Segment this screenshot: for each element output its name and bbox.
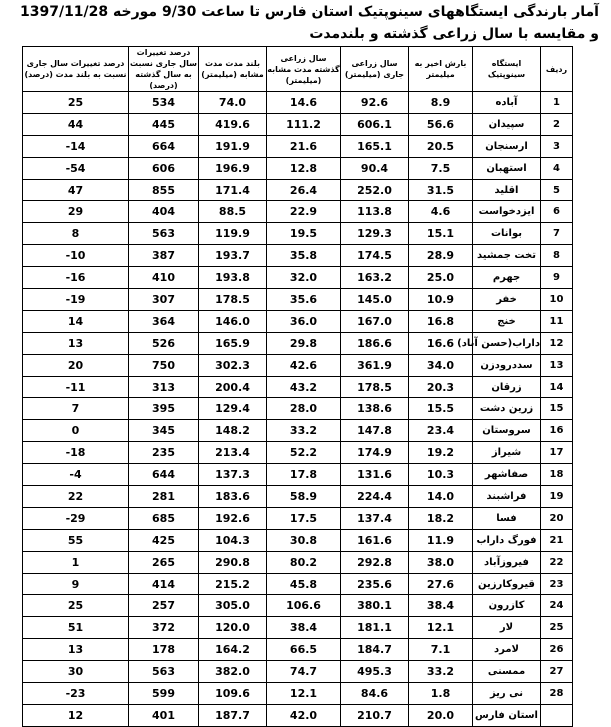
current-year-cell: 178.5 (341, 376, 409, 398)
station-cell: قیروکارزین (473, 573, 541, 595)
change-long-term-cell: 14 (23, 310, 129, 332)
table-row (23, 639, 573, 661)
rank-cell: 13 (541, 354, 573, 376)
long-term-cell: 146.0 (199, 310, 267, 332)
rank-cell: 11 (541, 310, 573, 332)
rank-cell: 1 (541, 92, 573, 114)
station-cell: کازرون (473, 595, 541, 617)
change-long-term-cell: 0 (23, 420, 129, 442)
last-rain-cell: 14.0 (409, 486, 473, 508)
report-title: آمار بارندگی ایستگاههای سینوپتیک استان فارس تا ساعت 9/30 مورخه 1397/11/28 (19, 4, 599, 20)
station-cell: آباده (473, 92, 541, 114)
change-last-year-cell: 235 (129, 442, 199, 464)
station-cell: فیروزآباد (473, 551, 541, 573)
current-year-cell: 161.6 (341, 529, 409, 551)
station-cell: جهرم (473, 267, 541, 289)
current-year-cell: 174.5 (341, 245, 409, 267)
change-last-year-cell: 404 (129, 201, 199, 223)
table-row (23, 354, 573, 376)
last-year-cell: 19.5 (267, 223, 341, 245)
station-cell: سددرودزن (473, 354, 541, 376)
rank-cell: 23 (541, 573, 573, 595)
change-long-term-cell: 12 (23, 704, 129, 726)
last-year-cell: 52.2 (267, 442, 341, 464)
table-row (23, 573, 573, 595)
last-year-cell: 36.0 (267, 310, 341, 332)
long-term-cell: 129.4 (199, 398, 267, 420)
long-term-cell: 104.3 (199, 529, 267, 551)
table-row (23, 201, 573, 223)
long-term-cell: 302.3 (199, 354, 267, 376)
long-term-cell: 183.6 (199, 486, 267, 508)
long-term-cell: 193.7 (199, 245, 267, 267)
long-term-cell: 215.2 (199, 573, 267, 595)
change-long-term-cell: 25 (23, 92, 129, 114)
last-rain-cell: 20.0 (409, 704, 473, 726)
last-year-cell: 66.5 (267, 639, 341, 661)
last-rain-cell: 7.5 (409, 157, 473, 179)
long-term-cell: 193.8 (199, 267, 267, 289)
change-long-term-cell: 20 (23, 354, 129, 376)
change-long-term-cell: -18 (23, 442, 129, 464)
last-rain-cell: 38.0 (409, 551, 473, 573)
last-rain-cell: 7.1 (409, 639, 473, 661)
last-year-cell: 29.8 (267, 332, 341, 354)
change-long-term-cell: -54 (23, 157, 129, 179)
current-year-cell: 165.1 (341, 135, 409, 157)
change-last-year-cell: 606 (129, 157, 199, 179)
header-current-year: سال زراعی جاری (میلیمتر) (341, 47, 409, 92)
rank-cell: 28 (541, 683, 573, 705)
last-year-cell: 106.6 (267, 595, 341, 617)
station-cell: لار (473, 617, 541, 639)
long-term-cell: 109.6 (199, 683, 267, 705)
rank-cell: 4 (541, 157, 573, 179)
report-subtitle: و مقایسه با سال زراعی گذشته و بلندمدت (309, 26, 599, 42)
current-year-cell: 235.6 (341, 573, 409, 595)
long-term-cell: 171.4 (199, 179, 267, 201)
last-year-cell: 38.4 (267, 617, 341, 639)
rank-cell: 14 (541, 376, 573, 398)
change-last-year-cell: 599 (129, 683, 199, 705)
rank-cell: 21 (541, 529, 573, 551)
rank-cell: 27 (541, 661, 573, 683)
table-row (23, 704, 573, 726)
station-cell: زرقان (473, 376, 541, 398)
change-long-term-cell: -4 (23, 464, 129, 486)
change-last-year-cell: 307 (129, 289, 199, 311)
last-rain-cell: 28.9 (409, 245, 473, 267)
table-row (23, 551, 573, 573)
change-long-term-cell: -11 (23, 376, 129, 398)
last-rain-cell: 10.3 (409, 464, 473, 486)
table-row (23, 464, 573, 486)
current-year-cell: 252.0 (341, 179, 409, 201)
header-change-long-term: درصد تغییرات سال جاری نسبت به بلند مدت (درصد) (23, 47, 129, 92)
long-term-cell: 191.9 (199, 135, 267, 157)
header-last-rain: بارش اخیر به میلیمتر (409, 47, 473, 92)
change-last-year-cell: 534 (129, 92, 199, 114)
current-year-cell: 292.8 (341, 551, 409, 573)
last-rain-cell: 12.1 (409, 617, 473, 639)
table-row (23, 507, 573, 529)
last-year-cell: 14.6 (267, 92, 341, 114)
table-row (23, 245, 573, 267)
change-long-term-cell: 47 (23, 179, 129, 201)
last-rain-cell: 19.2 (409, 442, 473, 464)
last-rain-cell: 31.5 (409, 179, 473, 201)
rank-cell: 24 (541, 595, 573, 617)
station-cell: ایزدخواست (473, 201, 541, 223)
current-year-cell: 90.4 (341, 157, 409, 179)
change-long-term-cell: -16 (23, 267, 129, 289)
long-term-cell: 192.6 (199, 507, 267, 529)
rank-cell: 17 (541, 442, 573, 464)
long-term-cell: 187.7 (199, 704, 267, 726)
station-cell: شیراز (473, 442, 541, 464)
long-term-cell: 178.5 (199, 289, 267, 311)
last-year-cell: 21.6 (267, 135, 341, 157)
last-year-cell: 43.2 (267, 376, 341, 398)
table-row (23, 267, 573, 289)
table-row (23, 486, 573, 508)
table-row (23, 310, 573, 332)
last-year-cell: 26.4 (267, 179, 341, 201)
current-year-cell: 380.1 (341, 595, 409, 617)
last-rain-cell: 15.5 (409, 398, 473, 420)
header-row-number: ردیف (541, 47, 573, 92)
current-year-cell: 138.6 (341, 398, 409, 420)
long-term-cell: 74.0 (199, 92, 267, 114)
rank-cell: 16 (541, 420, 573, 442)
last-year-cell: 42.6 (267, 354, 341, 376)
table-header-row (23, 47, 573, 92)
table-row (23, 398, 573, 420)
change-long-term-cell: 22 (23, 486, 129, 508)
change-long-term-cell: 9 (23, 573, 129, 595)
change-last-year-cell: 257 (129, 595, 199, 617)
long-term-cell: 196.9 (199, 157, 267, 179)
change-last-year-cell: 750 (129, 354, 199, 376)
long-term-cell: 88.5 (199, 201, 267, 223)
table-row (23, 332, 573, 354)
last-year-cell: 12.8 (267, 157, 341, 179)
station-cell: لامرد (473, 639, 541, 661)
last-year-cell: 17.8 (267, 464, 341, 486)
table-row (23, 135, 573, 157)
change-last-year-cell: 526 (129, 332, 199, 354)
change-long-term-cell: -23 (23, 683, 129, 705)
last-rain-cell: 11.9 (409, 529, 473, 551)
change-last-year-cell: 178 (129, 639, 199, 661)
change-long-term-cell: -29 (23, 507, 129, 529)
table-row (23, 661, 573, 683)
station-cell: ارسنجان (473, 135, 541, 157)
change-long-term-cell: 44 (23, 113, 129, 135)
current-year-cell: 113.8 (341, 201, 409, 223)
header-change-last-year: درصد تغییرات سال جاری نسبت به سال گذشته (درصد) (130, 48, 197, 90)
last-year-cell: 45.8 (267, 573, 341, 595)
long-term-cell: 200.4 (199, 376, 267, 398)
change-last-year-cell: 265 (129, 551, 199, 573)
current-year-cell: 361.9 (341, 354, 409, 376)
current-year-cell: 92.6 (341, 92, 409, 114)
station-cell: اقلید (473, 179, 541, 201)
last-rain-cell: 33.2 (409, 661, 473, 683)
table-row (23, 92, 573, 114)
change-long-term-cell: 7 (23, 398, 129, 420)
current-year-cell: 147.8 (341, 420, 409, 442)
change-long-term-cell: -10 (23, 245, 129, 267)
change-long-term-cell: 55 (23, 529, 129, 551)
current-year-cell: 167.0 (341, 310, 409, 332)
station-cell: تخت جمشید (473, 245, 541, 267)
station-cell: فسا (473, 507, 541, 529)
table-row (23, 376, 573, 398)
current-year-cell: 181.1 (341, 617, 409, 639)
change-long-term-cell: -19 (23, 289, 129, 311)
long-term-cell: 419.6 (199, 113, 267, 135)
rainfall-table (22, 46, 573, 727)
change-last-year-cell: 445 (129, 113, 199, 135)
change-last-year-cell: 410 (129, 267, 199, 289)
last-rain-cell: 10.9 (409, 289, 473, 311)
station-cell: استان فارس (473, 704, 541, 726)
last-year-cell: 80.2 (267, 551, 341, 573)
change-long-term-cell: 30 (23, 661, 129, 683)
current-year-cell: 210.7 (341, 704, 409, 726)
change-long-term-cell: 13 (23, 639, 129, 661)
change-long-term-cell: 25 (23, 595, 129, 617)
last-rain-cell: 25.0 (409, 267, 473, 289)
rank-cell: 7 (541, 223, 573, 245)
rank-cell: 5 (541, 179, 573, 201)
change-last-year-cell: 685 (129, 507, 199, 529)
change-last-year-cell: 855 (129, 179, 199, 201)
last-year-cell: 30.8 (267, 529, 341, 551)
change-long-term-cell: -14 (23, 135, 129, 157)
last-rain-cell: 20.3 (409, 376, 473, 398)
rank-cell: 2 (541, 113, 573, 135)
station-cell: زرین دشت (473, 398, 541, 420)
table-row (23, 442, 573, 464)
last-rain-cell: 23.4 (409, 420, 473, 442)
current-year-cell: 84.6 (341, 683, 409, 705)
rank-cell: 10 (541, 289, 573, 311)
station-cell: بوانات (473, 223, 541, 245)
table-body (23, 92, 573, 727)
current-year-cell: 137.4 (341, 507, 409, 529)
current-year-cell: 495.3 (341, 661, 409, 683)
last-year-cell: 22.9 (267, 201, 341, 223)
last-year-cell: 58.9 (267, 486, 341, 508)
rank-cell: 19 (541, 486, 573, 508)
current-year-cell: 145.0 (341, 289, 409, 311)
last-year-cell: 111.2 (267, 113, 341, 135)
last-rain-cell: 16.8 (409, 310, 473, 332)
rank-cell: 3 (541, 135, 573, 157)
change-last-year-cell: 563 (129, 661, 199, 683)
station-cell: ممسنی (473, 661, 541, 683)
current-year-cell: 606.1 (341, 113, 409, 135)
table-row (23, 595, 573, 617)
long-term-cell: 137.3 (199, 464, 267, 486)
last-rain-cell: 15.1 (409, 223, 473, 245)
table-row (23, 289, 573, 311)
header-station: ایستگاه سینوپتیک (473, 47, 541, 92)
change-long-term-cell: 1 (23, 551, 129, 573)
last-rain-cell: 34.0 (409, 354, 473, 376)
change-last-year-cell: 401 (129, 704, 199, 726)
header-long-term: بلند مدت مدت مشابه (میلیمتر) (199, 47, 267, 92)
last-year-cell: 33.2 (267, 420, 341, 442)
table-row (23, 113, 573, 135)
current-year-cell: 224.4 (341, 486, 409, 508)
rank-cell: 9 (541, 267, 573, 289)
last-year-cell: 17.5 (267, 507, 341, 529)
current-year-cell: 129.3 (341, 223, 409, 245)
last-rain-cell: 38.4 (409, 595, 473, 617)
rank-cell: 15 (541, 398, 573, 420)
last-year-cell: 35.6 (267, 289, 341, 311)
change-last-year-cell: 395 (129, 398, 199, 420)
last-rain-cell: 18.2 (409, 507, 473, 529)
last-rain-cell: 8.9 (409, 92, 473, 114)
last-rain-cell: 4.6 (409, 201, 473, 223)
last-year-cell: 74.7 (267, 661, 341, 683)
long-term-cell: 290.8 (199, 551, 267, 573)
station-cell: خفر (473, 289, 541, 311)
table-row (23, 420, 573, 442)
station-cell: سپیدان (473, 113, 541, 135)
rank-cell: 25 (541, 617, 573, 639)
last-rain-cell: 1.8 (409, 683, 473, 705)
rank-cell: 26 (541, 639, 573, 661)
station-cell: نی ریز (473, 683, 541, 705)
rank-cell: 6 (541, 201, 573, 223)
table-row (23, 529, 573, 551)
rank-cell: 8 (541, 245, 573, 267)
change-last-year-cell: 414 (129, 573, 199, 595)
current-year-cell: 163.2 (341, 267, 409, 289)
long-term-cell: 213.4 (199, 442, 267, 464)
change-long-term-cell: 29 (23, 201, 129, 223)
station-cell: خنج (473, 310, 541, 332)
header-last-year: سال زراعی گذشته مدت مشابه (میلیمتر) (267, 47, 341, 92)
current-year-cell: 186.6 (341, 332, 409, 354)
last-rain-cell: 56.6 (409, 113, 473, 135)
current-year-cell: 184.7 (341, 639, 409, 661)
rank-cell: 12 (541, 332, 573, 354)
table-row (23, 223, 573, 245)
change-long-term-cell: 51 (23, 617, 129, 639)
last-year-cell: 28.0 (267, 398, 341, 420)
change-last-year-cell: 664 (129, 135, 199, 157)
rank-cell (541, 704, 573, 726)
long-term-cell: 148.2 (199, 420, 267, 442)
station-cell: استهبان (473, 157, 541, 179)
station-cell: فورگ داراب (473, 529, 541, 551)
change-last-year-cell: 644 (129, 464, 199, 486)
current-year-cell: 174.9 (341, 442, 409, 464)
long-term-cell: 305.0 (199, 595, 267, 617)
long-term-cell: 382.0 (199, 661, 267, 683)
change-long-term-cell: 8 (23, 223, 129, 245)
current-year-cell: 131.6 (341, 464, 409, 486)
table-row (23, 617, 573, 639)
table-row (23, 179, 573, 201)
long-term-cell: 164.2 (199, 639, 267, 661)
long-term-cell: 165.9 (199, 332, 267, 354)
long-term-cell: 120.0 (199, 617, 267, 639)
station-cell: سروستان (473, 420, 541, 442)
change-last-year-cell: 313 (129, 376, 199, 398)
last-year-cell: 12.1 (267, 683, 341, 705)
rank-cell: 22 (541, 551, 573, 573)
last-rain-cell: 20.5 (409, 135, 473, 157)
change-last-year-cell: 345 (129, 420, 199, 442)
change-last-year-cell: 387 (129, 245, 199, 267)
long-term-cell: 119.9 (199, 223, 267, 245)
change-last-year-cell: 425 (129, 529, 199, 551)
last-year-cell: 42.0 (267, 704, 341, 726)
station-cell: داراب(حسن آباد) (473, 332, 541, 354)
last-year-cell: 35.8 (267, 245, 341, 267)
station-cell: فراشبند (473, 486, 541, 508)
change-last-year-cell: 364 (129, 310, 199, 332)
last-rain-cell: 27.6 (409, 573, 473, 595)
change-last-year-cell: 563 (129, 223, 199, 245)
rank-cell: 20 (541, 507, 573, 529)
change-long-term-cell: 13 (23, 332, 129, 354)
last-year-cell: 32.0 (267, 267, 341, 289)
rank-cell: 18 (541, 464, 573, 486)
table-row (23, 683, 573, 705)
station-cell: صفاشهر (473, 464, 541, 486)
last-rain-cell: 16.6 (409, 332, 473, 354)
change-last-year-cell: 281 (129, 486, 199, 508)
change-last-year-cell: 372 (129, 617, 199, 639)
table-row (23, 157, 573, 179)
